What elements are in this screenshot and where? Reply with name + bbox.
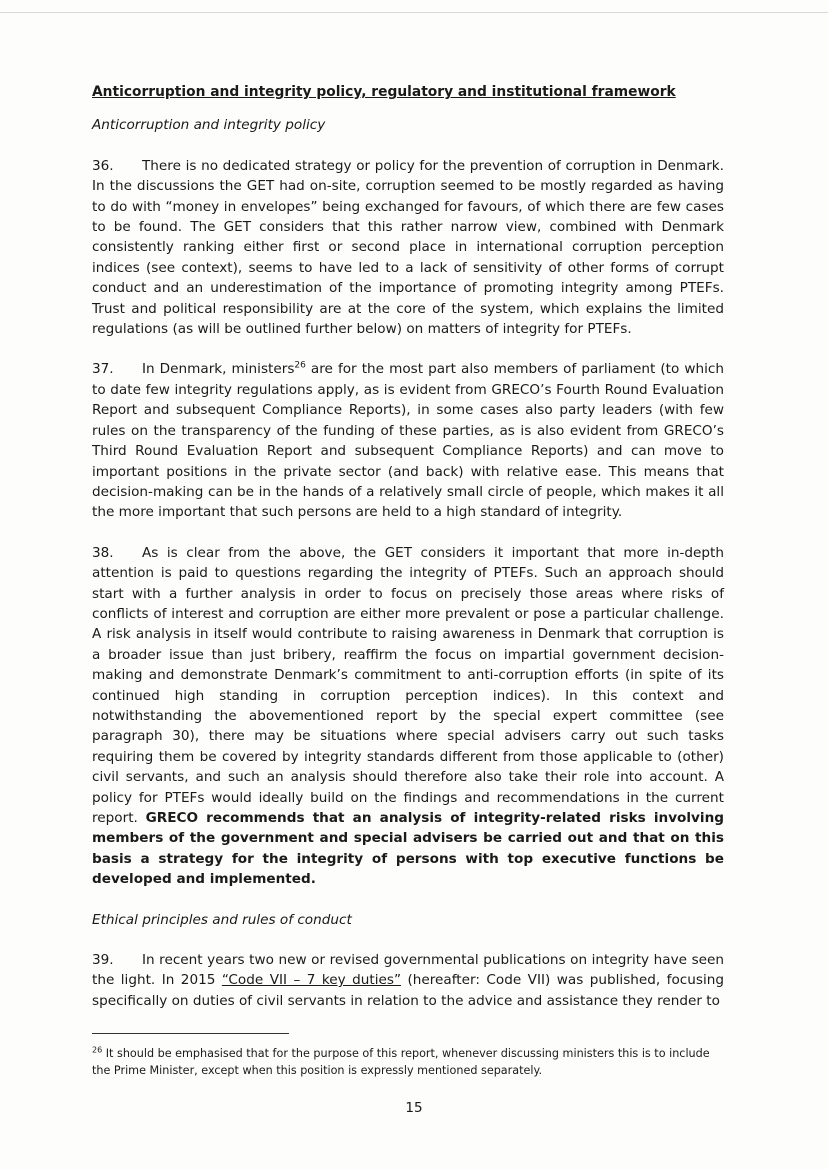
paragraph-number: 38. <box>92 544 114 561</box>
scan-edge-line <box>0 12 828 13</box>
body-text <box>92 82 724 1031</box>
paragraph-text: As is clear from the above, the GET considers it important that more in-depth attention is paid to questions regarding the integrity of PTEFs. Such an approach should start with a further analysis in order to focus on precisely those areas where risks of conflicts of interest and corruption are either more prevalent or pose a particular challenge. A risk analysis in itself would contribute to raising awareness in Denmark that corruption is a broader issue than just bribery, reaffirm the focus on impartial government decision-making and demonstrate Denmark’s commitment to anti-corruption efforts (in spite of its continued high standing in corruption perception indices). In this context and notwithstanding the abovementioned report by the special expert committee (see paragraph 30), there may be situations where special advisers carry out such tasks requiring them be covered by integrity standards different from those applicable to (other) civil servants, and such an analysis should therefore also take their role into account. A policy for PTEFs would ideally build on the findings and recommendations in the current report. <box>92 544 724 826</box>
footnote-marker: 26 <box>92 1045 103 1055</box>
subheading-anticorruption-policy: Anticorruption and integrity policy <box>92 117 326 134</box>
subheading-ethical-principles: Ethical principles and rules of conduct <box>92 911 352 928</box>
paragraph-text-rest: (hereafter: Code VII) was published, focusing specifically on duties of civil servants in relation to the advice and assistance they render to <box>92 972 724 1009</box>
footnote-reference[interactable]: 26 <box>294 360 306 371</box>
footnote-26 <box>92 1045 724 1079</box>
paragraph-36 <box>92 156 724 340</box>
paragraph-text: There is no dedicated strategy or policy for the prevention of corruption in Denmark. In the discussions the GET had on-site, corruption seemed to be mostly regarded as having to do with “money in envelopes” being exchanged for favours, of which there are few cases to be found. The GET considers that this rather narrow view, combined with Denmark consistently ranking either first or second place in international corruption perception indices (see context), seems to have led to a lack of sensitivity of other forms of corrupt conduct and an underestimation of the importance of promoting integrity among PTEFs. Trust and political responsibility are at the core of the system, which explains the limited regulations (as will be outlined further below) on matters of integrity for PTEFs. <box>92 157 724 338</box>
paragraph-text-start: In Denmark, ministers <box>142 361 295 378</box>
greco-recommendation: GRECO recommends that an analysis of integrity-related risks involving members of the government and special advisers be carried out and that on this basis a strategy for the integrity of persons with top executive functions be developed and implemented. <box>92 810 724 888</box>
paragraph-38 <box>92 543 724 890</box>
footnote-separator <box>92 1033 289 1034</box>
code-vii-link[interactable]: “Code VII – 7 key duties” <box>221 972 402 989</box>
page-number: 15 <box>405 1100 423 1116</box>
paragraph-text-rest: are for the most part also members of parliament (to which to date few integrity regulations apply, as is evident from GRECO’s Fourth Round Evaluation Report and subsequent Compliance Reports), in some cases also party leaders (with few rules on the transparency of the funding of these parties, as is also evident from GRECO’s Third Round Evaluation Report and subsequent Compliance Reports) and can move to important positions in the private sector (and back) with relative ease. This means that decision-making can be in the hands of a relatively small circle of people, which makes it all the more important that such persons are held to a high standard of integrity. <box>92 361 724 521</box>
paragraph-number: 37. <box>92 361 114 378</box>
paragraph-number: 39. <box>92 952 114 969</box>
footnote-text: It should be emphasised that for the purpose of this report, whenever discussing ministers this is to include the Prime Minister, except when this position is expressly mentioned separately. <box>92 1047 710 1077</box>
paragraph-text-start: In recent years two new or revised governmental publications on integrity have seen the light. In 2015 <box>92 952 724 989</box>
section-heading: Anticorruption and integrity policy, regulatory and institutional framework <box>92 84 676 100</box>
paragraph-39 <box>92 950 724 1011</box>
paragraph-number: 36. <box>92 157 114 174</box>
paragraph-37 <box>92 359 724 522</box>
